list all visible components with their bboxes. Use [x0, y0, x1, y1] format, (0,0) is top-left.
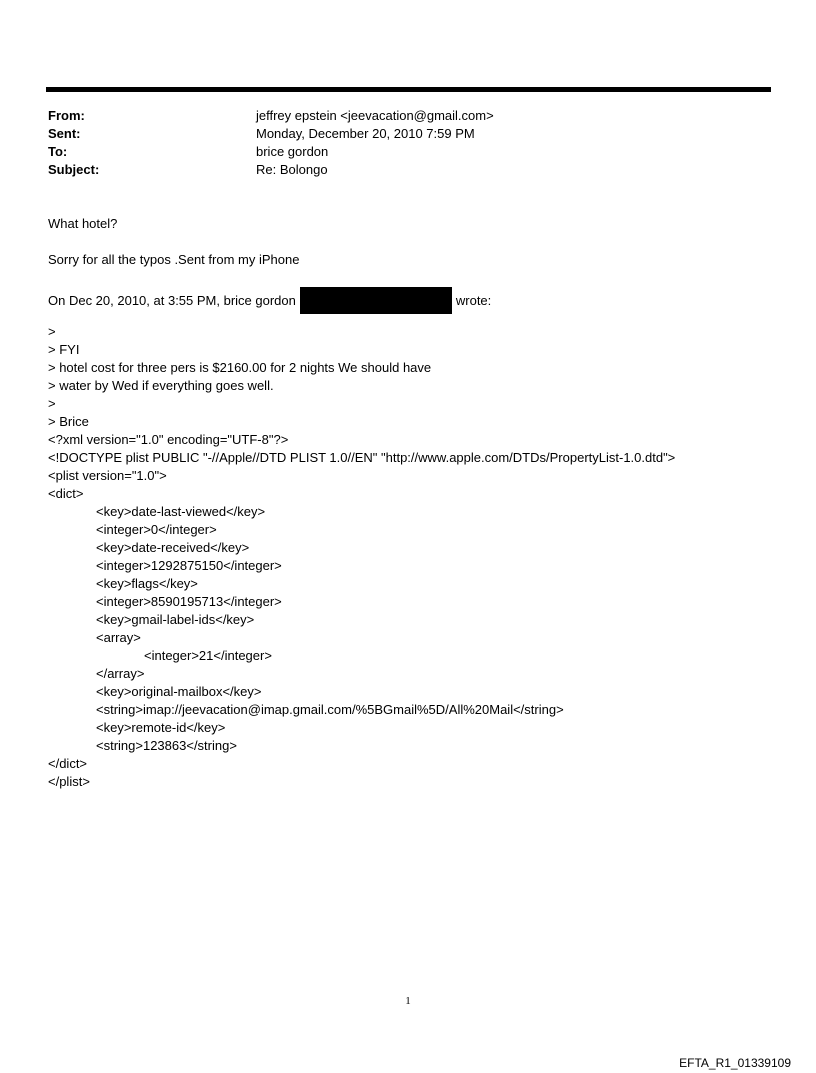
header-rule — [46, 87, 771, 92]
to-row — [48, 143, 494, 161]
quoted-line: > water by Wed if everything goes well. — [48, 378, 274, 393]
plist-line: <string>123863</string> — [96, 738, 237, 753]
spacer — [48, 269, 788, 287]
redaction-box — [300, 287, 452, 314]
quoted-line: > — [48, 396, 56, 411]
sent-label: Sent: — [48, 126, 81, 141]
plist-line: <integer>0</integer> — [96, 522, 217, 537]
plist-line: <key>original-mailbox</key> — [96, 684, 262, 699]
quoted-line: > hotel cost for three pers is $2160.00 for 2 nights We should have — [48, 360, 432, 375]
plist-line: <dict> — [48, 486, 84, 501]
quote-intro-after: wrote: — [455, 293, 492, 308]
plist-line: </plist> — [48, 774, 90, 789]
plist-line: </array> — [96, 666, 145, 681]
quote-intro-before: On Dec 20, 2010, at 3:55 PM, brice gordon — [48, 293, 296, 308]
plist-line: <array> — [96, 630, 141, 645]
sent-row — [48, 125, 494, 143]
spacer — [48, 233, 788, 251]
from-label: From: — [48, 108, 85, 123]
from-value: jeffrey epstein <jeevacation@gmail.com> — [256, 108, 494, 123]
to-label: To: — [48, 144, 68, 159]
plist-line: <!DOCTYPE plist PUBLIC "-//Apple//DTD PLIST 1.0//EN" "http://www.apple.com/DTDs/PropertyList-1.0.dtd"> — [48, 450, 676, 465]
plist-line: <key>flags</key> — [96, 576, 198, 591]
plist-line: <string>imap://jeevacation@imap.gmail.com/%5BGmail%5D/All%20Mail</string> — [96, 702, 564, 717]
plist-line: <plist version="1.0"> — [48, 468, 167, 483]
plist-line: <integer>8590195713</integer> — [96, 594, 282, 609]
plist-line: <?xml version="1.0" encoding="UTF-8"?> — [48, 432, 289, 447]
quoted-line: > Brice — [48, 414, 89, 429]
plist-line: <key>gmail-label-ids</key> — [96, 612, 255, 627]
subject-label: Subject: — [48, 162, 100, 177]
plist-line: <key>date-received</key> — [96, 540, 250, 555]
body-line: Sorry for all the typos .Sent from my iPhone — [48, 252, 300, 267]
plist-line: <key>date-last-viewed</key> — [96, 504, 266, 519]
plist-line: <integer>1292875150</integer> — [96, 558, 282, 573]
to-value: brice gordon — [256, 144, 329, 159]
page-number: 1 — [405, 995, 411, 1007]
quoted-line: > FYI — [48, 342, 80, 357]
from-row — [48, 107, 494, 125]
sent-value: Monday, December 20, 2010 7:59 PM — [256, 126, 475, 141]
body-line: What hotel? — [48, 216, 118, 231]
email-header — [48, 107, 494, 179]
quoted-line: > — [48, 324, 56, 339]
subject-row — [48, 161, 494, 179]
bates-number: EFTA_R1_01339109 — [679, 1056, 791, 1070]
plist-line: <integer>21</integer> — [144, 648, 272, 663]
email-body — [48, 215, 788, 791]
plist-line: </dict> — [48, 756, 88, 771]
subject-value: Re: Bolongo — [256, 162, 328, 177]
plist-line: <key>remote-id</key> — [96, 720, 226, 735]
quote-intro — [48, 287, 788, 308]
